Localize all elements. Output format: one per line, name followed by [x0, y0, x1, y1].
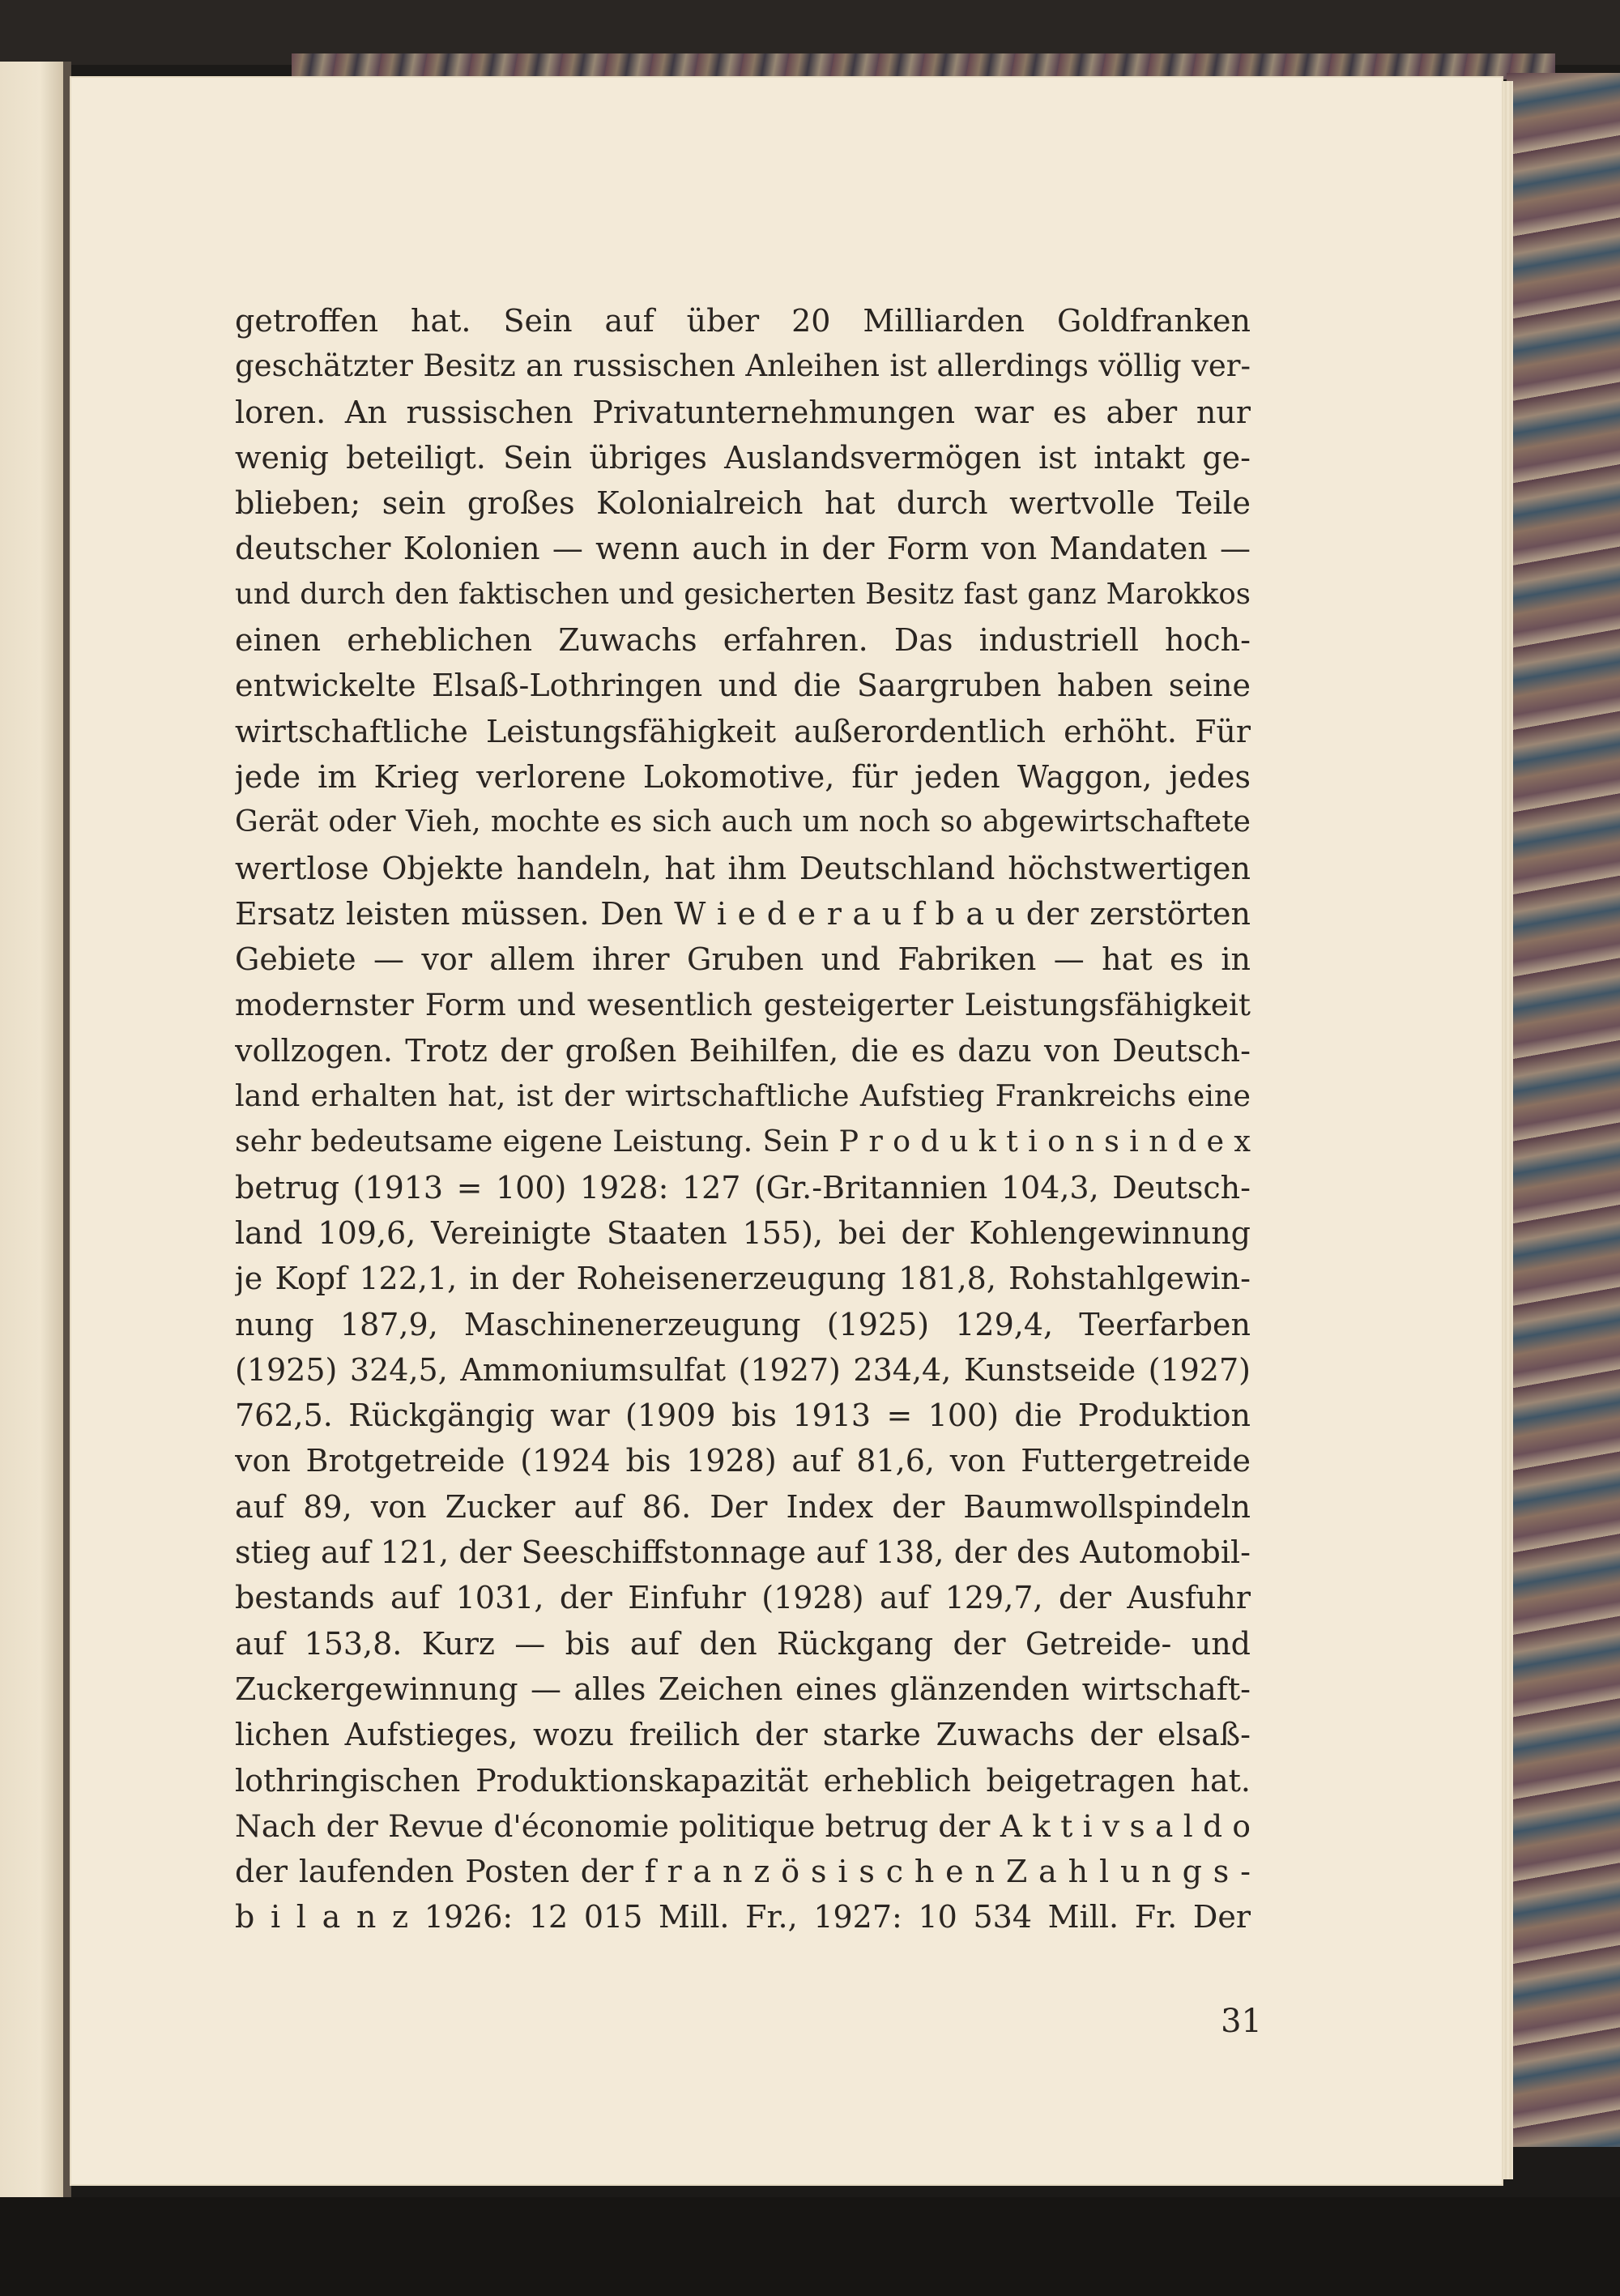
text-line: der laufenden Posten der f r a n z ö s i s c h e n Z a h l u n g s -	[235, 1854, 1251, 1890]
text-line: jede im Krieg verlorene Lokomotive, für jeden Waggon, jedes	[235, 758, 1251, 795]
text-line: betrug (1913 = 100) 1928: 127 (Gr.-Britannien 104,3, Deutsch-	[235, 1169, 1251, 1206]
text-line: vollzogen. Trotz der großen Beihilfen, die es dazu von Deutsch-	[235, 1032, 1251, 1069]
text-line: land 109,6, Vereinigte Staaten 155), bei der Kohlengewinnung	[235, 1214, 1251, 1251]
text-line: Ersatz leisten müssen. Den W i e d e r a u f b a u der zerstörten	[235, 895, 1251, 932]
text-line: 762,5. Rückgängig war (1909 bis 1913 = 100) die Produktion	[235, 1398, 1251, 1434]
scan-background-bottom	[0, 2197, 1620, 2296]
text-line: deutscher Kolonien — wenn auch in der Form von Mandaten —	[235, 531, 1251, 567]
text-line: (1925) 324,5, Ammoniumsulfat (1927) 234,4, Kunstseide (1927)	[235, 1351, 1251, 1388]
text-line: wertlose Objekte handeln, hat ihm Deutschland höchstwertigen	[235, 850, 1251, 886]
page-number: 31	[1221, 2003, 1262, 2040]
text-line: Zuckergewinnung — alles Zeichen eines glänzenden wirtschaft-	[235, 1671, 1251, 1707]
text-line: lothringischen Produktionskapazität erheblich beigetragen hat.	[235, 1762, 1251, 1799]
text-line: wirtschaftliche Leistungsfähigkeit außerordentlich erhöht. Für	[235, 713, 1251, 749]
text-line: wenig beteiligt. Sein übriges Auslandsvermögen ist intakt ge-	[235, 439, 1251, 476]
text-line: auf 89, von Zucker auf 86. Der Index der Baumwollspindeln	[235, 1488, 1251, 1525]
text-line: loren. An russischen Privatunternehmungen war es aber nur	[235, 394, 1251, 430]
text-line: land erhalten hat, ist der wirtschaftliche Aufstieg Frankreichs eine	[235, 1078, 1251, 1114]
text-line: blieben; sein großes Kolonialreich hat durch wertvolle Teile	[235, 485, 1251, 522]
text-line: Gebiete — vor allem ihrer Gruben und Fabriken — hat es in	[235, 941, 1251, 978]
text-line: je Kopf 122,1, in der Roheisenerzeugung 181,8, Rohstahlgewin-	[235, 1261, 1251, 1297]
text-line: bestands auf 1031, der Einfuhr (1928) auf 129,7, der Ausfuhr	[235, 1580, 1251, 1616]
text-line: geschätzter Besitz an russischen Anleihen ist allerdings völlig ver-	[235, 348, 1251, 384]
text-line: getroffen hat. Sein auf über 20 Milliarden Goldfranken	[235, 303, 1251, 339]
text-line: Nach der Revue d'économie politique betrug der A k t i v s a l d o	[235, 1807, 1251, 1844]
text-line: entwickelte Elsaß-Lothringen und die Saargruben haben seine	[235, 668, 1251, 704]
text-line: und durch den faktischen und gesicherten Besitz fast ganz Marokkos	[235, 577, 1251, 611]
text-line: lichen Aufstieges, wozu freilich der starke Zuwachs der elsaß-	[235, 1717, 1251, 1753]
text-line: sehr bedeutsame eigene Leistung. Sein P r o d u k t i o n s i n d e x	[235, 1124, 1251, 1159]
text-line: stieg auf 121, der Seeschiffstonnage auf 138, der des Automobil-	[235, 1534, 1251, 1571]
text-line: nung 187,9, Maschinenerzeugung (1925) 129,4, Teerfarben	[235, 1306, 1251, 1342]
text-line: Gerät oder Vieh, mochte es sich auch um noch so abgewirtschaftete	[235, 805, 1251, 839]
text-line: modernster Form und wesentlich gesteigerter Leistungsfähigkeit	[235, 987, 1251, 1023]
facing-page-edge	[0, 62, 66, 2200]
text-line: von Brotgetreide (1924 bis 1928) auf 81,6, von Futtergetreide	[235, 1443, 1251, 1479]
text-line: b i l a n z 1926: 12 015 Mill. Fr., 1927: 10 534 Mill. Fr. Der	[235, 1899, 1251, 1935]
text-line: einen erheblichen Zuwachs erfahren. Das industriell hoch-	[235, 622, 1251, 659]
body-text	[235, 298, 1251, 1940]
marbled-cover-edge-right	[1507, 73, 1620, 2147]
text-line: auf 153,8. Kurz — bis auf den Rückgang der Getreide- und	[235, 1625, 1251, 1662]
